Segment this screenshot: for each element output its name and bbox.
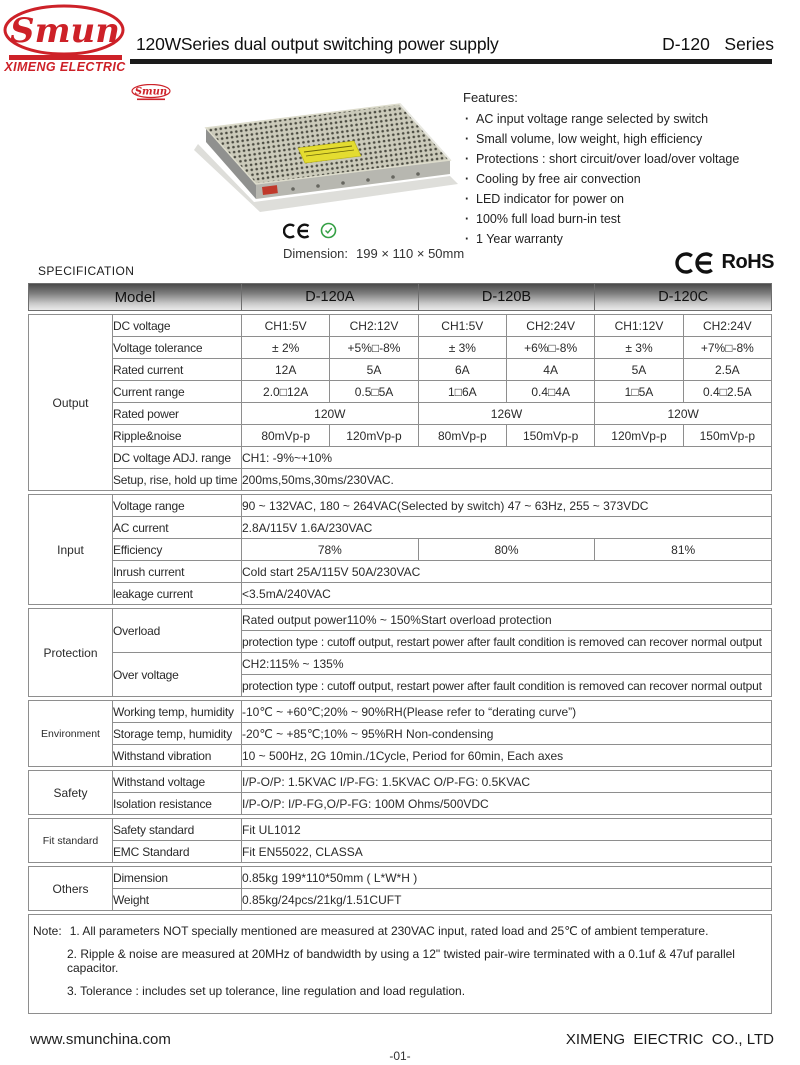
group-label: Fit standard — [29, 819, 113, 863]
footer-company: XIMENG EIECTRIC CO., LTD — [565, 1031, 774, 1048]
cell-value: 12A — [242, 359, 330, 381]
table-row — [29, 653, 772, 675]
cell-value: CH1:12V — [595, 315, 683, 337]
cell-value: 80mVp-p — [242, 425, 330, 447]
note-item: 3. Tolerance : includes set up tolerance, line regulation and load regulation. — [67, 984, 466, 998]
group-label: Safety — [29, 771, 113, 815]
row-label: Voltage range — [113, 495, 242, 517]
logo-brand-text: Smun — [10, 11, 120, 51]
dimension-line — [283, 246, 464, 261]
header-model-d120a: D-120A — [242, 284, 419, 310]
page-number: -01- — [389, 1049, 411, 1063]
cell-value: ± 2% — [242, 337, 330, 359]
cell-value: CH1: -9%~+10% — [242, 447, 772, 469]
spec-table — [28, 283, 772, 1014]
feature-item: · LED indicator for power on — [463, 189, 797, 209]
table-row — [29, 381, 772, 403]
table-row — [29, 867, 772, 889]
cell-value: I/P-O/P: I/P-FG,O/P-FG: 100M Ohms/500VDC — [242, 793, 772, 815]
mini-logo-text: Smun — [134, 86, 168, 98]
cell-value: Rated output power110% ~ 150%Start overload protection — [242, 609, 772, 631]
row-label: Efficiency — [113, 539, 242, 561]
note-prefix: Note: — [33, 924, 62, 938]
cell-value: 120W — [242, 403, 419, 425]
table-row — [29, 771, 772, 793]
header-model: Model — [29, 284, 242, 310]
note-item: 1. All parameters NOT specially mentioned are measured at 230VAC input, rated load and 25℃ of ambient temperature. — [69, 924, 709, 938]
ce-mark-icon — [283, 223, 311, 239]
table-row — [29, 403, 772, 425]
specification-heading: SPECIFICATION — [38, 264, 135, 278]
group-label: Protection — [29, 609, 113, 697]
brand-logo — [2, 4, 128, 79]
feature-item: · Small volume, low weight, high efficiency — [463, 129, 797, 149]
table-row — [29, 495, 772, 517]
cell-value: 2.0□12A — [242, 381, 330, 403]
spec-section-input — [28, 494, 772, 605]
row-label: Safety standard — [113, 819, 242, 841]
cell-value: -20℃ ~ +85℃;10% ~ 95%RH Non-condensing — [242, 723, 772, 745]
table-row — [29, 745, 772, 767]
table-row — [29, 701, 772, 723]
features-list — [463, 109, 797, 249]
cell-value: 150mVp-p — [506, 425, 594, 447]
table-row — [29, 561, 772, 583]
group-label: Environment — [29, 701, 113, 767]
feature-item: · Cooling by free air convection — [463, 169, 797, 189]
cell-value: 90 ~ 132VAC, 180 ~ 264VAC(Selected by switch) 47 ~ 63Hz, 255 ~ 373VDC — [242, 495, 772, 517]
cell-value: 120mVp-p — [595, 425, 683, 447]
cell-value: CH1:5V — [418, 315, 506, 337]
product-cert-marks — [283, 222, 337, 239]
cell-value: 1□5A — [595, 381, 683, 403]
row-label: DC voltage — [113, 315, 242, 337]
features-title: Features: — [463, 90, 518, 105]
row-label: DC voltage ADJ. range — [113, 447, 242, 469]
cell-value: -10℃ ~ +60℃;20% ~ 90%RH(Please refer to “derating curve”) — [242, 701, 772, 723]
header-rule — [130, 59, 772, 64]
table-row — [29, 841, 772, 863]
dimension-label: Dimension: — [283, 246, 349, 261]
row-label: Isolation resistance — [113, 793, 242, 815]
table-row — [29, 819, 772, 841]
cell-value: CH2:115% ~ 135% — [242, 653, 772, 675]
series-label: D-120 Series — [662, 34, 774, 54]
row-label: Inrush current — [113, 561, 242, 583]
table-row — [29, 609, 772, 631]
row-label: Current range — [113, 381, 242, 403]
cell-value: 2.5A — [683, 359, 771, 381]
table-row — [29, 469, 772, 491]
cell-value: 1□6A — [418, 381, 506, 403]
page-title: 120WSeries dual output switching power supply — [136, 34, 499, 54]
row-label: Dimension — [113, 867, 242, 889]
power-supply-photo-icon — [148, 96, 463, 224]
cell-value: ± 3% — [418, 337, 506, 359]
cell-value: 126W — [418, 403, 595, 425]
cell-value: 120W — [595, 403, 772, 425]
table-row — [29, 583, 772, 605]
cell-value: 200ms,50ms,30ms/230VAC. — [242, 469, 772, 491]
table-row — [29, 447, 772, 469]
cell-value: 4A — [506, 359, 594, 381]
row-label: Rated power — [113, 403, 242, 425]
cell-value: 10 ~ 500Hz, 2G 10min./1Cycle, Period for 60min, Each axes — [242, 745, 772, 767]
group-label: Input — [29, 495, 113, 605]
cell-value: <3.5mA/240VAC — [242, 583, 772, 605]
footer-website: www.smunchina.com — [30, 1031, 171, 1048]
ce-rohs-marks — [675, 251, 774, 274]
cell-value: 0.85kg/24pcs/21kg/1.51CUFT — [242, 889, 772, 911]
cell-value: 120mVp-p — [330, 425, 418, 447]
feature-item: · 100% full load burn-in test — [463, 209, 797, 229]
spec-section-safety — [28, 770, 772, 815]
table-row — [29, 889, 772, 911]
spec-table-header — [28, 283, 772, 311]
table-row — [29, 723, 772, 745]
smun-logo-icon — [2, 4, 128, 74]
feature-item: · 1 Year warranty — [463, 229, 797, 249]
spec-section-protection — [28, 608, 772, 697]
group-label: Others — [29, 867, 113, 911]
row-label: Withstand vibration — [113, 745, 242, 767]
row-label: leakage current — [113, 583, 242, 605]
cell-value: ± 3% — [595, 337, 683, 359]
cell-value: 0.4□4A — [506, 381, 594, 403]
cell-value: CH2:24V — [683, 315, 771, 337]
rohs-label: RoHS — [721, 251, 774, 273]
cell-value: Fit UL1012 — [242, 819, 772, 841]
product-photo — [148, 96, 463, 229]
ce-mark-icon — [675, 252, 715, 274]
cell-value: protection type : cutoff output, restart power after fault condition is removed can recover normal output — [242, 631, 772, 653]
cell-value: 2.8A/115V 1.6A/230VAC — [242, 517, 772, 539]
row-label: Overload — [113, 609, 242, 653]
cell-value: CH2:12V — [330, 315, 418, 337]
table-row — [29, 517, 772, 539]
cell-value: 80mVp-p — [418, 425, 506, 447]
row-label: EMC Standard — [113, 841, 242, 863]
row-label: Weight — [113, 889, 242, 911]
row-label: Working temp, humidity — [113, 701, 242, 723]
cell-value: CH1:5V — [242, 315, 330, 337]
cell-value: 0.5□5A — [330, 381, 418, 403]
table-row — [29, 359, 772, 381]
cell-value: 150mVp-p — [683, 425, 771, 447]
notes-box — [28, 914, 772, 1014]
dimension-value: 199 × 110 × 50mm — [356, 246, 465, 261]
cell-value: I/P-O/P: 1.5KVAC I/P-FG: 1.5KVAC O/P-FG: 0.5KVAC — [242, 771, 772, 793]
spec-section-others — [28, 866, 772, 911]
feature-item: · Protections : short circuit/over load/over voltage — [463, 149, 797, 169]
spec-section-output — [28, 314, 772, 491]
spec-section-fit-standard — [28, 818, 772, 863]
table-row — [29, 539, 772, 561]
cell-value: CH2:24V — [506, 315, 594, 337]
cell-value: protection type : cutoff output, restart power after fault condition is removed can recover normal output — [242, 675, 772, 697]
cell-value: Fit EN55022, CLASSA — [242, 841, 772, 863]
row-label: Voltage tolerance — [113, 337, 242, 359]
row-label: Storage temp, humidity — [113, 723, 242, 745]
green-cert-badge-icon — [320, 222, 337, 239]
cell-value: +7%□-8% — [683, 337, 771, 359]
cell-value: 78% — [242, 539, 419, 561]
row-label: Withstand voltage — [113, 771, 242, 793]
note-item: 2. Ripple & noise are measured at 20MHz of bandwidth by using a 12" twisted pair-wire terminated with a 0.1uf & 47uf parallel capacitor. — [67, 947, 735, 975]
feature-item: · AC input voltage range selected by switch — [463, 109, 797, 129]
cell-value: 5A — [595, 359, 683, 381]
row-label: AC current — [113, 517, 242, 539]
features-section — [463, 90, 797, 249]
table-row — [29, 337, 772, 359]
cell-value: 0.85kg 199*110*50mm ( L*W*H ) — [242, 867, 772, 889]
table-row — [29, 793, 772, 815]
row-label: Over voltage — [113, 653, 242, 697]
row-label: Ripple&noise — [113, 425, 242, 447]
header-model-d120c: D-120C — [658, 289, 709, 305]
header-model-d120b: D-120B — [419, 284, 596, 310]
group-label: Output — [29, 315, 113, 491]
cell-value: +5%□-8% — [330, 337, 418, 359]
row-label: Setup, rise, hold up time — [113, 469, 242, 491]
cell-value: 6A — [418, 359, 506, 381]
table-row — [29, 425, 772, 447]
spec-section-environment — [28, 700, 772, 767]
cell-value: 0.4□2.5A — [683, 381, 771, 403]
note-line — [67, 947, 767, 975]
table-row — [29, 315, 772, 337]
cell-value: 80% — [418, 539, 595, 561]
note-line — [67, 984, 767, 998]
row-label: Rated current — [113, 359, 242, 381]
cell-value: 81% — [595, 539, 772, 561]
logo-subtitle-text: XIMENG ELECTRIC — [4, 60, 126, 74]
note-line — [33, 924, 767, 938]
cell-value: +6%□-8% — [506, 337, 594, 359]
cell-value: 5A — [330, 359, 418, 381]
cell-value: Cold start 25A/115V 50A/230VAC — [242, 561, 772, 583]
